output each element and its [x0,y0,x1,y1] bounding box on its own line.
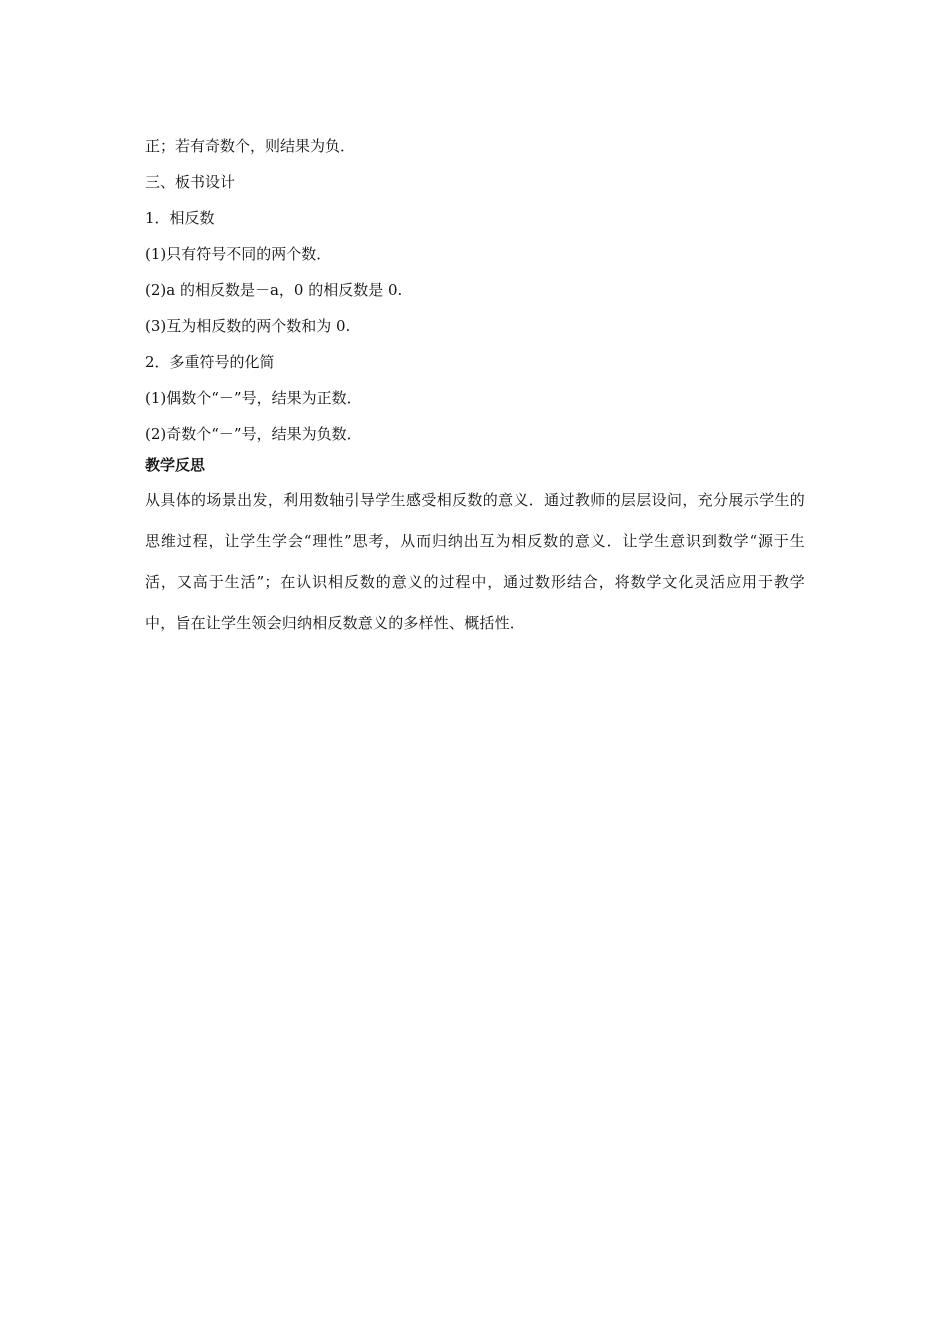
list-item-1-2: (2)a 的相反数是－a，0 的相反数是 0. [145,281,403,299]
document-body [145,128,805,644]
list-item-1-3: (3)互为相反数的两个数和为 0. [145,317,351,335]
subheading-opposite-numbers: 1．相反数 [145,209,215,227]
reflection-paragraph: 从具体的场景出发，利用数轴引导学生感受相反数的意义．通过教师的层层设问，充分展示学生的思维过程，让学生学会“理性”思考，从而归纳出互为相反数的意义．让学生意识到数学“源于生活，又高于生活”；在认识相反数的意义的过程中，通过数形结合，将数学文化灵活应用于教学中，旨在让学生领会归纳相反数意义的多样性、概括性． [145,491,805,632]
text-line-conclusion: 正；若有奇数个，则结果为负． [145,137,356,155]
section-heading-board-design: 三、板书设计 [145,173,236,191]
list-item-1-1: (1)只有符号不同的两个数． [145,245,332,263]
reflection-heading: 教学反思 [145,456,206,474]
list-item-2-2: (2)奇数个“－”号，结果为负数． [145,425,362,443]
list-item-2-1: (1)偶数个“－”号，结果为正数． [145,389,362,407]
subheading-multiple-signs: 2．多重符号的化简 [145,353,275,371]
